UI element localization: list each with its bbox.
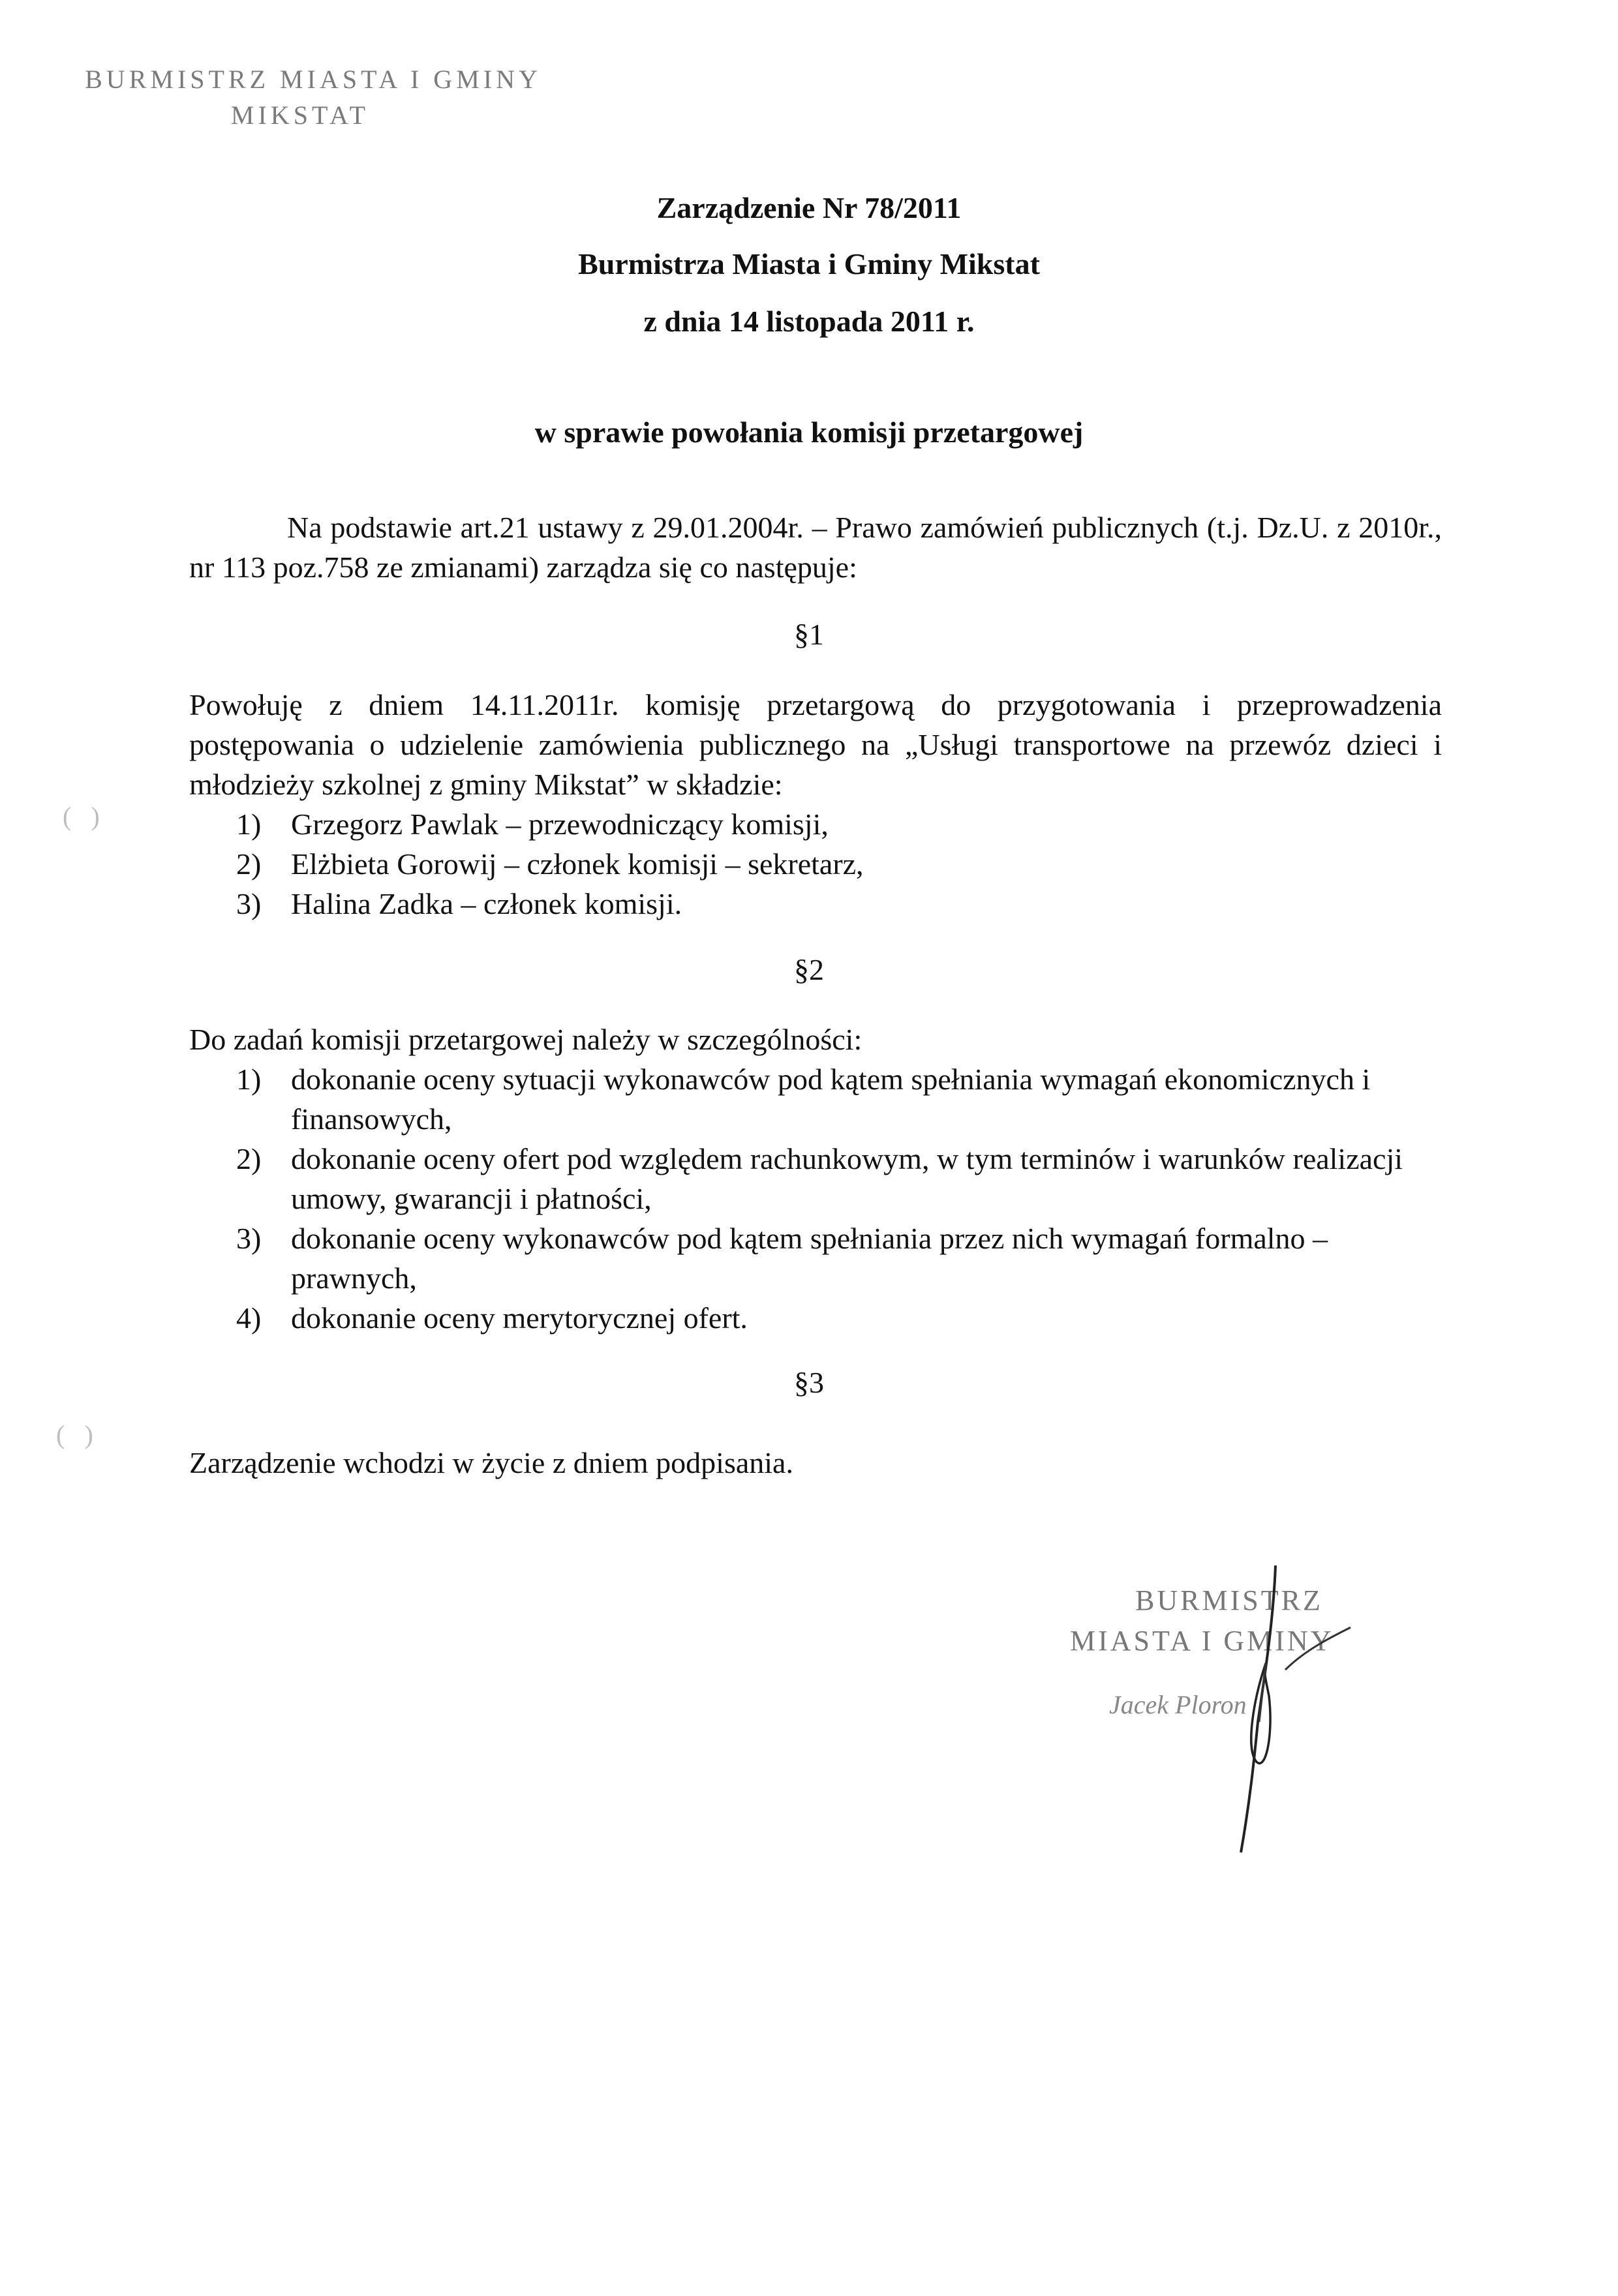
document-issuer: Burmistrza Miasta i Gminy Mikstat bbox=[578, 247, 1040, 280]
signature-office-line-2: MIASTA I GMINY bbox=[1070, 1625, 1334, 1657]
list-text: dokonanie oceny ofert pod względem rachunkowym, w tym terminów i warunków realizacji umowy, gwarancji i płatności, bbox=[291, 1142, 1403, 1215]
signature-block bbox=[1070, 1565, 1435, 1865]
office-stamp bbox=[85, 64, 542, 130]
list-number: 2) bbox=[236, 1142, 262, 1175]
section-2-heading: §2 bbox=[794, 953, 824, 986]
document-date: z dnia 14 listopada 2011 r. bbox=[643, 305, 975, 338]
section-2-list bbox=[236, 1059, 1450, 1338]
list-text: dokonanie oceny sytuacji wykonawców pod kątem spełniania wymagań ekonomicznych i finansowych, bbox=[291, 1063, 1371, 1136]
list-item bbox=[236, 1298, 1450, 1338]
list-item bbox=[236, 884, 1450, 924]
section-1-list bbox=[236, 804, 1450, 924]
section-3-heading: §3 bbox=[794, 1366, 824, 1399]
list-item bbox=[236, 1218, 1450, 1298]
section-1-intro: Powołuję z dniem 14.11.2011r. komisję przetargową do przygotowania i przeprowadzenia postępowania o udzielenie zamówienia publicznego na „Usługi transportowe na przewóz dzieci i młodzieży szkolnej z gminy Mikstat” w składzie: bbox=[189, 688, 1442, 801]
list-item bbox=[236, 1059, 1450, 1139]
list-text: dokonanie oceny wykonawców pod kątem spełniania przez nich wymagań formalno – prawnych, bbox=[291, 1222, 1328, 1295]
list-number: 1) bbox=[236, 808, 262, 841]
signature-office-line-1: BURMISTRZ bbox=[1135, 1584, 1323, 1616]
signature-name: Jacek Ploron bbox=[1109, 1690, 1247, 1719]
list-number: 3) bbox=[236, 887, 262, 920]
list-item bbox=[236, 804, 1450, 844]
list-item bbox=[236, 844, 1450, 884]
document-subject: w sprawie powołania komisji przetargowej bbox=[534, 415, 1084, 449]
section-1-heading: §1 bbox=[794, 618, 824, 651]
document-title: Zarządzenie Nr 78/2011 bbox=[656, 191, 962, 224]
stamp-line-2: MIKSTAT bbox=[230, 100, 370, 130]
section-2-intro: Do zadań komisji przetargowej należy w szczególności: bbox=[189, 1023, 862, 1056]
list-item bbox=[236, 1139, 1450, 1218]
list-text: Elżbieta Gorowij – członek komisji – sekretarz, bbox=[291, 847, 864, 881]
list-number: 1) bbox=[236, 1063, 262, 1096]
list-number: 4) bbox=[236, 1301, 262, 1335]
list-number: 3) bbox=[236, 1222, 262, 1255]
handwritten-signature bbox=[1070, 1565, 1435, 1865]
section-3-text: Zarządzenie wchodzi w życie z dniem podpisania. bbox=[189, 1446, 793, 1479]
list-text: Halina Zadka – członek komisji. bbox=[291, 887, 682, 920]
list-text: dokonanie oceny merytorycznej ofert. bbox=[291, 1301, 748, 1335]
preamble bbox=[189, 507, 1442, 587]
list-number: 2) bbox=[236, 847, 262, 881]
stamp-line-1: BURMISTRZ MIASTA I GMINY bbox=[85, 65, 542, 94]
margin-mark: ( ) bbox=[63, 802, 100, 831]
list-text: Grzegorz Pawlak – przewodniczący komisji, bbox=[291, 808, 829, 841]
margin-mark: ( ) bbox=[56, 1420, 93, 1449]
preamble-text: Na podstawie art.21 ustawy z 29.01.2004r. – Prawo zamówień publicznych (t.j. Dz.U. z 2010r., nr 113 poz.758 ze zmianami) zarządza się co następuje: bbox=[189, 511, 1442, 584]
